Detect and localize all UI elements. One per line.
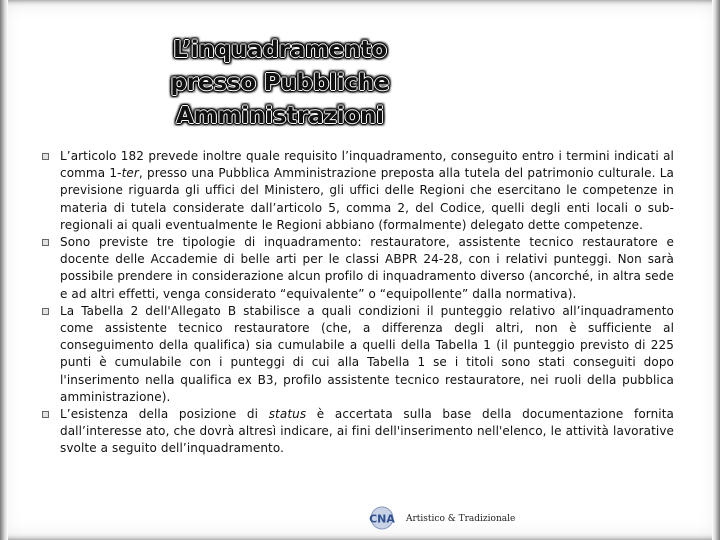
bullet-square-icon bbox=[42, 153, 49, 160]
bullet-text: Sono previste tre tipologie di inquadramento: restauratore, assistente tecnico restauratore e docente delle Accademie di belle arti per le classi ABPR 24-28, con i relativi punteggi. Non sarà possibile prendere in considerazione alcun profilo di inquadramento diverso (ancorché, in altra sede e ad altri effetti, venga considerato “equivalente” o “equipollente” dalla normativa). bbox=[60, 235, 674, 301]
bullet-text: L’esistenza della posizione di bbox=[60, 407, 269, 422]
bullet-square-icon bbox=[42, 239, 49, 246]
bullet-item bbox=[42, 234, 674, 303]
bullet-italic-text: ter bbox=[121, 166, 139, 181]
cna-logo-text: CNA bbox=[369, 512, 395, 526]
bullet-text: è accertata sulla base della documentazione fornita dall’interesse ato, che dovrà altresì indicare, ai fini dell'inserimento nell'elenco, le attività lavorative svolte a seguito dell’inquadramento. bbox=[60, 407, 674, 456]
cna-logo bbox=[366, 505, 398, 533]
bullet-list bbox=[42, 148, 674, 458]
bullet-italic-text: status bbox=[268, 407, 307, 422]
bullet-text: La Tabella 2 dell'Allegato B stabilisce a quali condizioni il punteggio relativo all’inquadramento come assistente tecnico restauratore (che, a differenza degli altri, non è sufficiente al conseguimento della qualifica) sia cumulabile a quelli della Tabella 1 (il punteggio previsto di 225 punti è cumulabile con i punteggi di cui alla Tabella 1 se i titoli sono stati conseguiti dopo l'inserimento nella qualifica ex B3, profilo assistente tecnico restauratore, nei ruoli della pubblica amministrazione). bbox=[60, 303, 674, 404]
bullet-item bbox=[42, 148, 674, 234]
footer bbox=[366, 505, 515, 533]
left-edge-shadow bbox=[0, 0, 8, 540]
bullet-item bbox=[42, 303, 674, 406]
title-line-2: presso Pubbliche bbox=[170, 70, 390, 96]
bullet-square-icon bbox=[42, 308, 49, 315]
bullet-text: L’articolo 182 prevede inoltre quale requisito l’inquadramento, conseguito entro i termini indicati al comma 1- bbox=[60, 149, 674, 181]
bullet-square-icon bbox=[42, 411, 49, 418]
footer-caption: Artistico & Tradizionale bbox=[406, 514, 516, 524]
right-edge-shadow bbox=[712, 0, 720, 540]
title-line-3: Amministrazioni bbox=[176, 103, 384, 129]
slide-title bbox=[150, 34, 410, 133]
title-line-1: L’inquadramento bbox=[173, 37, 387, 63]
bullet-item bbox=[42, 406, 674, 458]
bullet-text: , presso una Pubblica Amministrazione preposta alla tutela del patrimonio culturale. La previsione riguarda gli uffici del Ministero, gli uffici delle Regioni che esercitano le competenze in materia di tutela considerate dall’articolo 5, comma 2, del Codice, quelli degli enti locali o sub-regionali ai quali eventualmente le Regioni abbiano (formalmente) delegato dette competenze. bbox=[60, 166, 674, 232]
